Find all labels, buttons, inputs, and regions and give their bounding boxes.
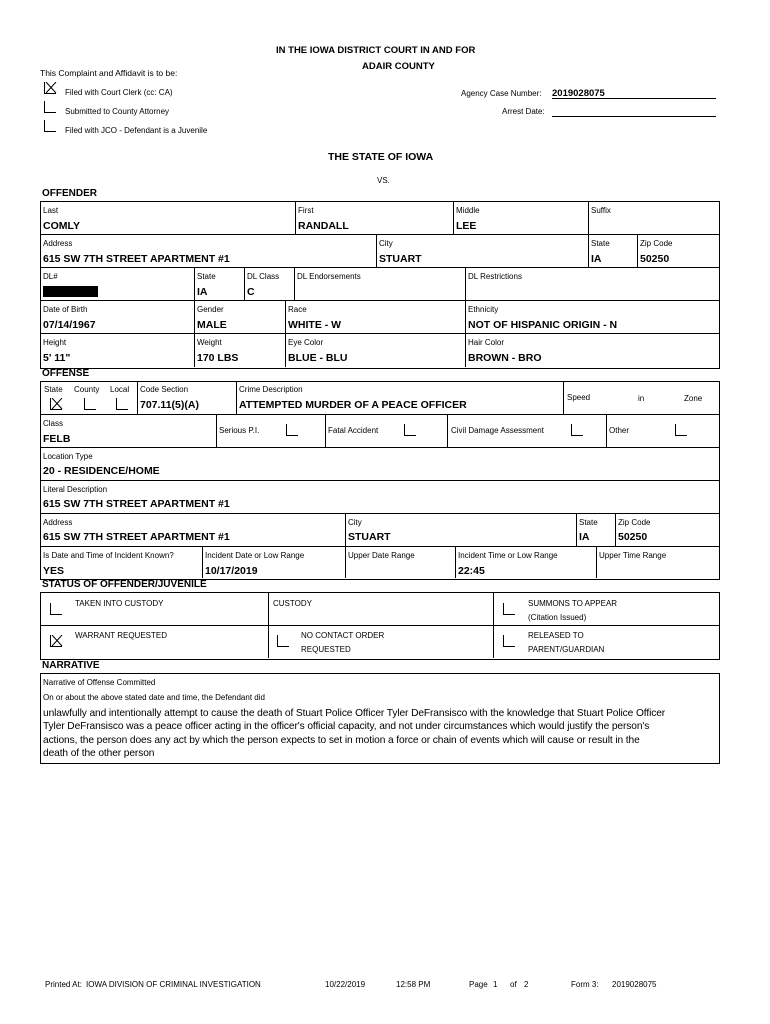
city-value: STUART (379, 253, 422, 265)
offense-city-value: STUART (348, 531, 391, 543)
footer-page-total: 2 (524, 980, 529, 989)
offense-zip-value: 50250 (618, 531, 648, 543)
offense-address-value: 615 SW 7TH STREET APARTMENT #1 (43, 531, 230, 543)
released-line2: PARENT/GUARDIAN (528, 645, 605, 654)
offense-section-title: OFFENSE (42, 368, 90, 379)
offense-address-label: Address (43, 518, 73, 527)
no-contact-order-checkbox[interactable] (277, 635, 289, 647)
suffix-label: Suffix (591, 206, 611, 215)
dl-state-value: IA (197, 286, 208, 298)
submitted-county-attorney-label: Submitted to County Attorney (65, 107, 170, 116)
race-value: WHITE - W (288, 319, 342, 331)
dob-value: 07/14/1967 (43, 319, 96, 331)
zip-label: Zip Code (640, 239, 673, 248)
height-value: 5' 11" (43, 352, 71, 364)
incident-known-label: Is Date and Time of Incident Known? (43, 551, 174, 560)
location-type-value: 20 - RESIDENCE/HOME (43, 465, 160, 477)
offense-local-checkbox[interactable] (116, 398, 128, 410)
upper-time-label: Upper Time Range (599, 551, 667, 560)
fatal-accident-checkbox[interactable] (404, 424, 416, 436)
filed-jco-checkbox[interactable] (44, 120, 56, 132)
checked-x-icon (45, 82, 57, 94)
incident-time-value: 22:45 (458, 565, 485, 577)
offense-state2-label: State (579, 518, 598, 527)
weight-value: 170 LBS (197, 352, 239, 364)
summons-checkbox[interactable] (503, 603, 515, 615)
dl-number-redaction (43, 286, 98, 297)
crime-description-value: ATTEMPTED MURDER OF A PEACE OFFICER (239, 399, 467, 411)
dl-class-value: C (247, 286, 255, 298)
arrest-date-label: Arrest Date: (502, 107, 545, 116)
warrant-requested-label: WARRANT REQUESTED (75, 631, 168, 640)
narrative-intro: On or about the above stated date and time, the Defendant did (43, 693, 265, 702)
class-label: Class (43, 419, 64, 428)
footer-time: 12:58 PM (396, 980, 431, 989)
footer-form-value: 2019028075 (612, 980, 657, 989)
dl-state-label: State (197, 272, 216, 281)
gender-value: MALE (197, 319, 227, 331)
other-checkbox[interactable] (675, 424, 687, 436)
dl-endorsements-label: DL Endorsements (297, 272, 361, 281)
ethnicity-value: NOT OF HISPANIC ORIGIN - N (468, 319, 618, 331)
ethnicity-label: Ethnicity (468, 305, 499, 314)
offense-local-label: Local (110, 385, 130, 394)
code-section-value: 707.11(5)(A) (140, 399, 199, 411)
incident-time-label: Incident Time or Low Range (458, 551, 558, 560)
offender-section-title: OFFENDER (42, 188, 97, 199)
status-section-title: STATUS OF OFFENDER/JUVENILE (42, 579, 207, 590)
height-label: Height (43, 338, 67, 347)
gender-label: Gender (197, 305, 224, 314)
narrative-label: Narrative of Offense Committed (43, 678, 156, 687)
middle-name-label: Middle (456, 206, 480, 215)
first-name-value: RANDALL (298, 220, 349, 232)
code-section-label: Code Section (140, 385, 189, 394)
agency-case-label: Agency Case Number: (461, 89, 542, 98)
footer-form-label: Form 3: (571, 980, 599, 989)
other-label: Other (609, 426, 630, 435)
in-label: in (638, 394, 645, 403)
taken-into-custody-checkbox[interactable] (50, 603, 62, 615)
eye-color-label: Eye Color (288, 338, 324, 347)
footer-printed-at: Printed At: (45, 980, 82, 989)
offense-city-label: City (348, 518, 362, 527)
location-type-label: Location Type (43, 452, 93, 461)
eye-color-value: BLUE - BLU (288, 352, 348, 364)
dob-label: Date of Birth (43, 305, 88, 314)
narrative-section-title: NARRATIVE (42, 660, 100, 671)
offense-state-checkbox[interactable] (50, 398, 62, 410)
summons-label-line2: (Citation Issued) (528, 613, 587, 622)
dl-restrictions-label: DL Restrictions (468, 272, 522, 281)
offense-state2-value: IA (579, 531, 590, 543)
incident-date-label: Incident Date or Low Range (205, 551, 305, 560)
footer-date: 10/22/2019 (325, 980, 366, 989)
address-label: Address (43, 239, 73, 248)
court-county: ADAIR COUNTY (362, 61, 435, 72)
narrative-line-1: unlawfully and intentionally attempt to cause the death of Stuart Police Officer Tyler DeFransisco with the knowledge that Stuart Police Officer (43, 708, 666, 719)
middle-name-value: LEE (456, 220, 477, 232)
offender-table (40, 201, 720, 369)
narrative-line-3: actions, the person does any act by which the person expects to set in motion a force or chain of events which will cause or result in the (43, 735, 640, 746)
speed-label: Speed (567, 393, 591, 402)
first-name-label: First (298, 206, 314, 215)
last-name-label: Last (43, 206, 59, 215)
offense-state-label: State (44, 385, 63, 394)
incident-known-value: YES (43, 565, 65, 577)
fatal-accident-label: Fatal Accident (328, 426, 379, 435)
serious-pi-label: Serious P.I. (219, 426, 260, 435)
dl-number-label: DL# (43, 272, 58, 281)
zone-label: Zone (684, 394, 703, 403)
arrest-date-underline (552, 116, 716, 117)
offense-county-checkbox[interactable] (84, 398, 96, 410)
civil-damage-label: Civil Damage Assessment (451, 426, 544, 435)
released-line1: RELEASED TO (528, 631, 584, 640)
upper-date-label: Upper Date Range (348, 551, 415, 560)
footer-agency: IOWA DIVISION OF CRIMINAL INVESTIGATION (86, 980, 261, 989)
narrative-line-4: death of the other person (43, 748, 155, 759)
state-label: State (591, 239, 610, 248)
state-title: THE STATE OF IOWA (328, 151, 434, 163)
no-contact-order-line1: NO CONTACT ORDER (301, 631, 385, 640)
checked-x-icon (51, 398, 63, 410)
civil-damage-checkbox[interactable] (571, 424, 583, 436)
literal-description-label: Literal Description (43, 485, 108, 494)
hair-color-value: BROWN - BRO (468, 352, 542, 364)
vs-label: VS. (377, 176, 390, 185)
hair-color-label: Hair Color (468, 338, 505, 347)
custody-label: CUSTODY (273, 599, 312, 608)
zip-value: 50250 (640, 253, 670, 265)
taken-into-custody-label: TAKEN INTO CUSTODY (75, 599, 164, 608)
race-label: Race (288, 305, 307, 314)
crime-description-label: Crime Description (239, 385, 303, 394)
serious-pi-checkbox[interactable] (286, 424, 298, 436)
offense-zip-label: Zip Code (618, 518, 651, 527)
class-value: FELB (43, 433, 71, 445)
dl-class-label: DL Class (247, 272, 280, 281)
incident-date-value: 10/17/2019 (205, 565, 258, 577)
filed-jco-label: Filed with JCO - Defendant is a Juvenile (65, 126, 208, 135)
agency-case-underline (552, 98, 716, 99)
literal-description-value: 615 SW 7TH STREET APARTMENT #1 (43, 498, 230, 510)
complaint-label: This Complaint and Affidavit is to be: (40, 68, 178, 78)
no-contact-order-line2: REQUESTED (301, 645, 351, 654)
city-label: City (379, 239, 393, 248)
weight-label: Weight (197, 338, 222, 347)
state-value: IA (591, 253, 602, 265)
filed-court-clerk-label: Filed with Court Clerk (cc: CA) (65, 88, 173, 97)
filed-court-clerk-checkbox[interactable] (44, 82, 56, 94)
agency-case-value: 2019028075 (552, 88, 605, 99)
narrative-line-2: Tyler DeFransisco was a peace officer acting in the officer's official capacity, and not under circumstances which would justify the person's (43, 721, 650, 732)
released-checkbox[interactable] (503, 635, 515, 647)
footer-of-label: of (510, 980, 517, 989)
submitted-county-attorney-checkbox[interactable] (44, 101, 56, 113)
summons-label-line1: SUMMONS TO APPEAR (528, 599, 618, 608)
footer-page-label: Page (469, 980, 488, 989)
footer-page-number: 1 (493, 980, 498, 989)
offense-county-label: County (74, 385, 100, 394)
checked-x-icon (51, 635, 63, 647)
last-name-value: COMLY (43, 220, 80, 232)
warrant-requested-checkbox[interactable] (50, 635, 62, 647)
address-value: 615 SW 7TH STREET APARTMENT #1 (43, 253, 230, 265)
court-title: IN THE IOWA DISTRICT COURT IN AND FOR (276, 45, 476, 56)
